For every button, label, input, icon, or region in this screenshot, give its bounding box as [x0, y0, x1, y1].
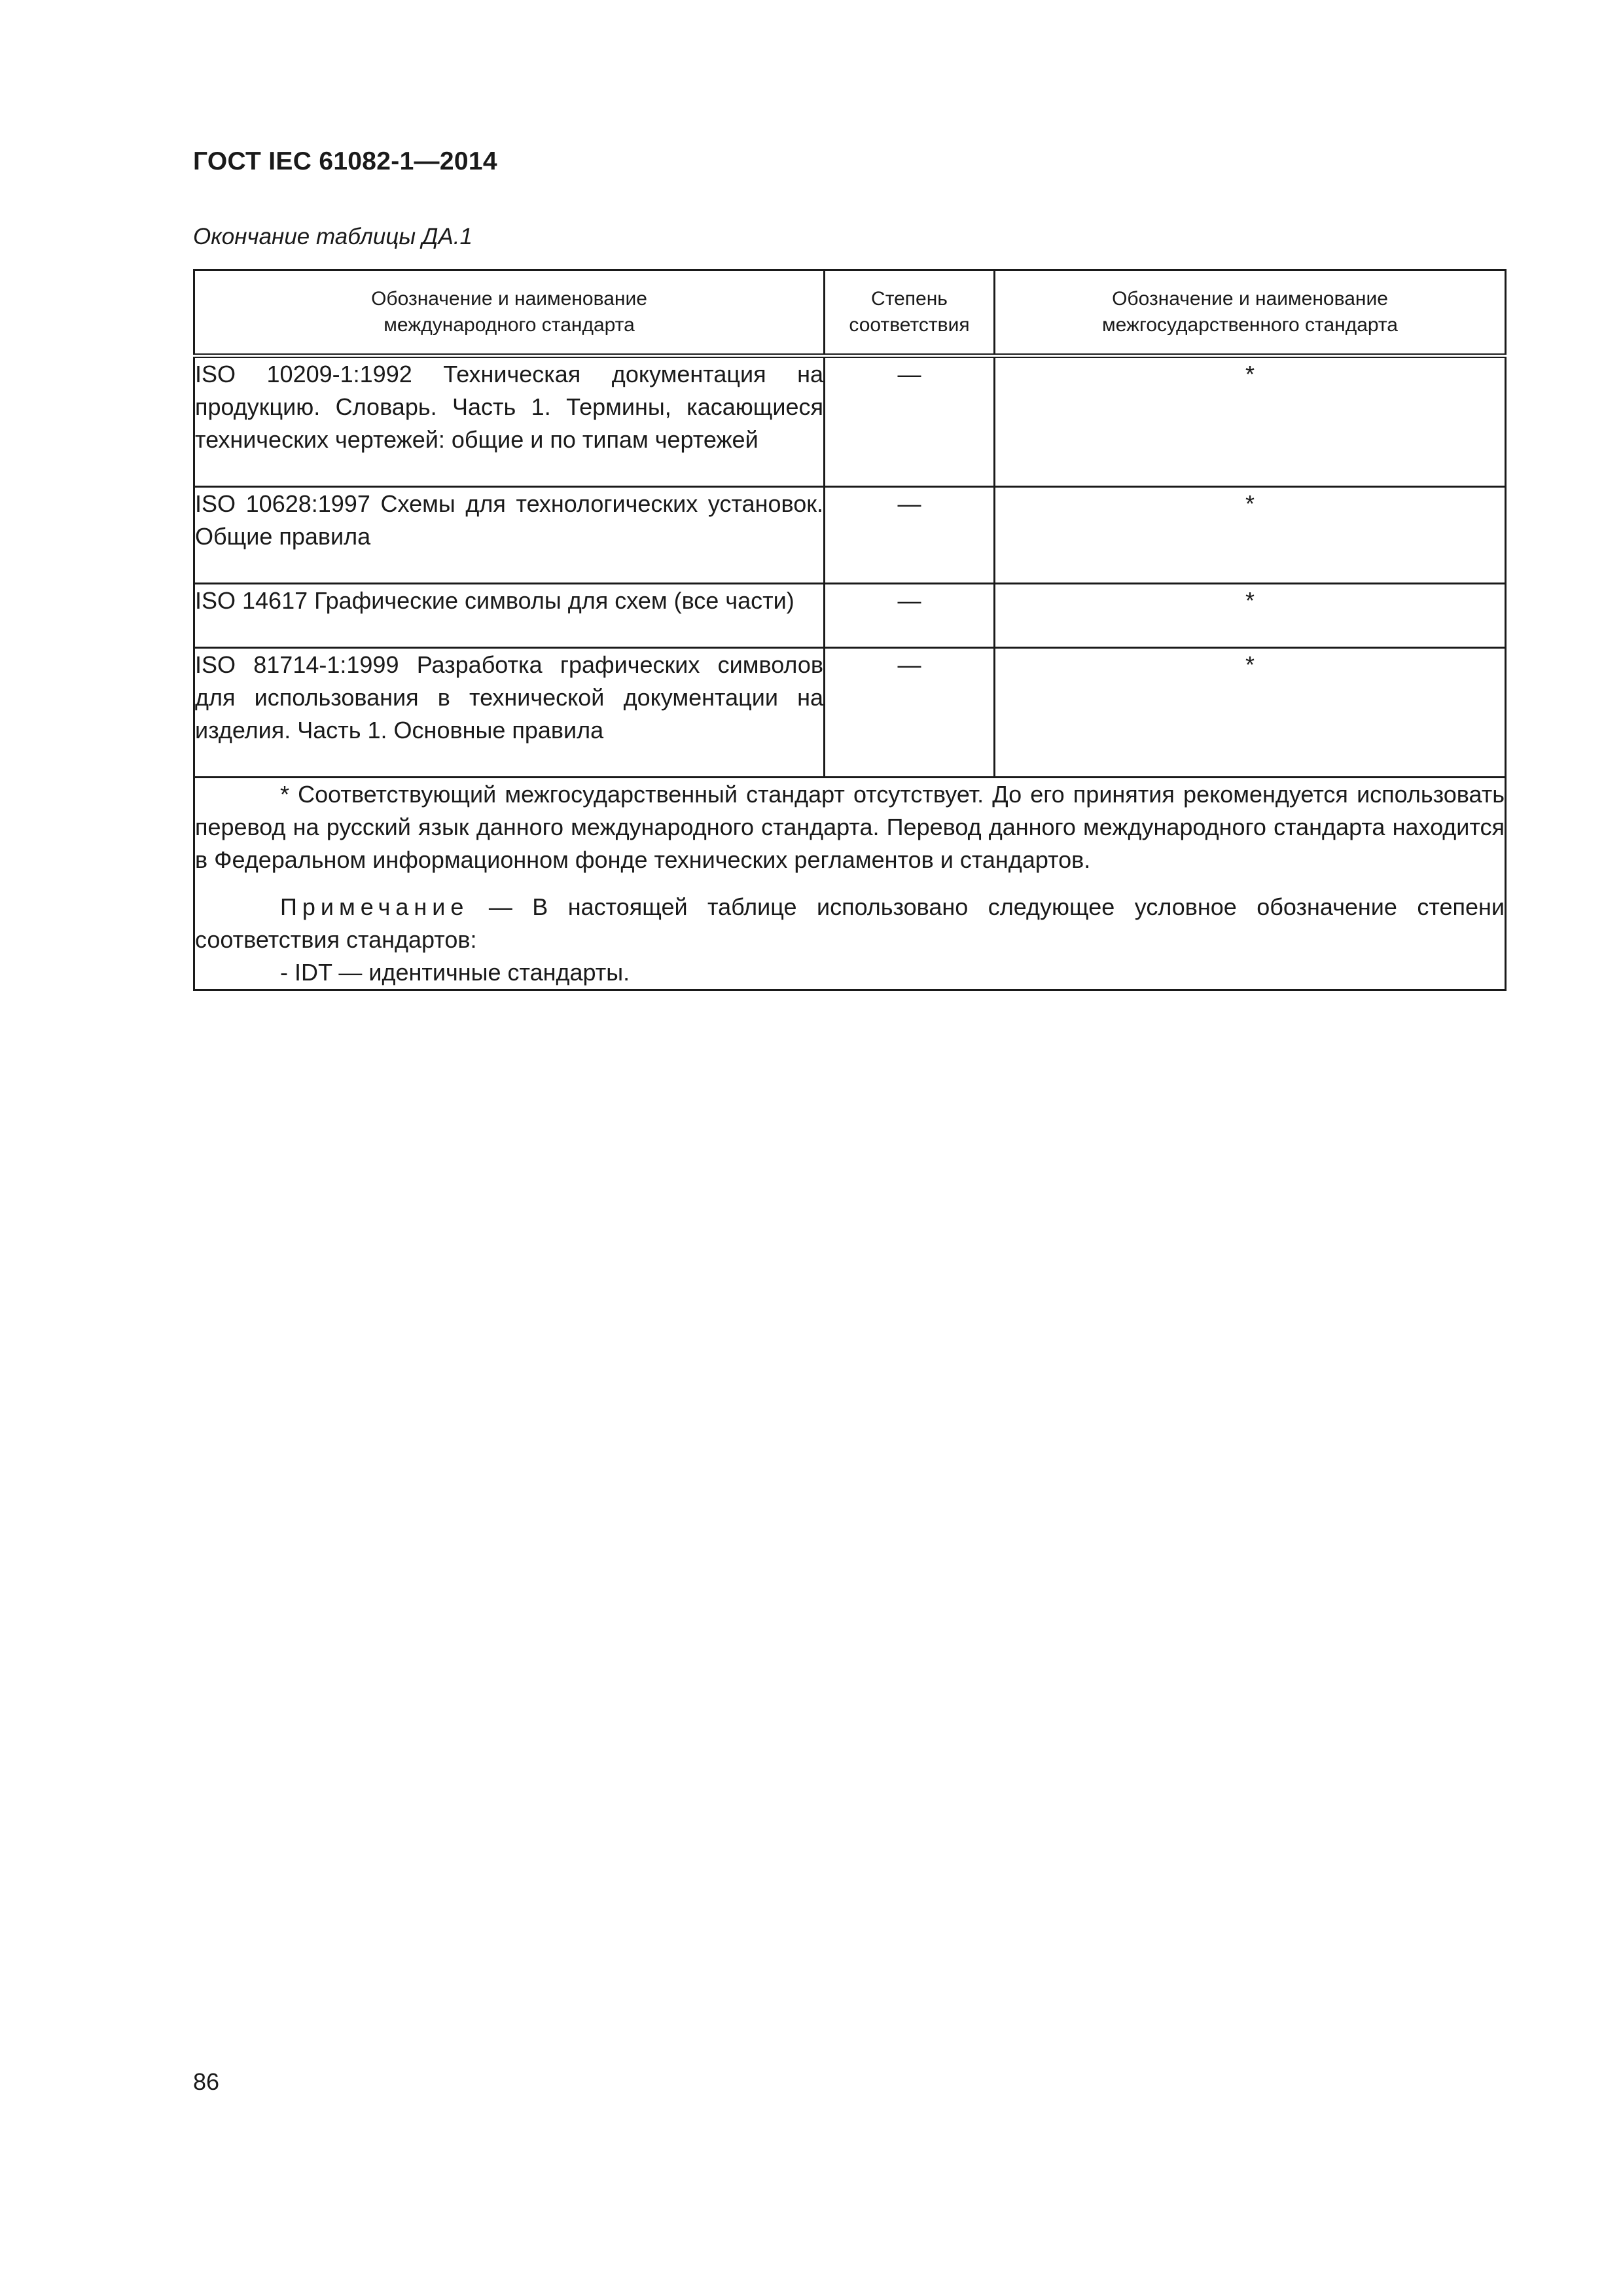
table-row [194, 356, 1506, 487]
standards-table [193, 269, 1507, 991]
degree-cell: — [825, 584, 995, 648]
table-header-row [194, 270, 1506, 356]
interstate-standard-cell: * [995, 648, 1506, 778]
column-header-degree: Степень соответствия [825, 270, 995, 356]
degree-cell: — [825, 356, 995, 487]
standard-name-cell: ISO 81714-1:1999 Разработка графических символов для использования в технической документации на изделия. Часть 1. Основные правила [194, 648, 825, 778]
standard-name-cell: ISO 10209-1:1992 Техническая документация на продукцию. Словарь. Часть 1. Термины, касающиеся технических чертежей: общие и по типам чертежей [194, 356, 825, 487]
column-header-interstate: Обозначение и наименование межгосударственного стандарта [995, 270, 1506, 356]
interstate-standard-cell: * [995, 356, 1506, 487]
note-list-item: - IDT — идентичные стандарты. [280, 959, 630, 986]
note-label: Примечание [280, 893, 469, 920]
table-row [194, 584, 1506, 648]
standard-name-cell: ISO 14617 Графические символы для схем (все части) [194, 584, 825, 648]
table-row [194, 648, 1506, 778]
column-header-international: Обозначение и наименование международного стандарта [194, 270, 825, 356]
degree-cell: — [825, 648, 995, 778]
table-notes-row [194, 778, 1506, 990]
table-notes-cell [194, 778, 1506, 990]
table-caption: Окончание таблицы ДА.1 [193, 224, 473, 249]
standard-name-cell: ISO 10628:1997 Схемы для технологических установок. Общие правила [194, 487, 825, 584]
interstate-standard-cell: * [995, 487, 1506, 584]
table-row [194, 487, 1506, 584]
degree-cell: — [825, 487, 995, 584]
footnote-text: * Соответствующий межгосударственный стандарт отсутствует. До его принятия рекомендуется использовать перевод на русский язык данного международного стандарта. Перевод данного международного стандарта находится в Федеральном информационном фонде технических регламентов и стандартов. [195, 781, 1505, 873]
note-paragraph [195, 891, 1505, 956]
document-header: ГОСТ IEC 61082-1—2014 [193, 147, 497, 175]
page-number: 86 [193, 2068, 220, 2095]
note-text: — В настоящей таблице использовано следующее условное обозначение степени соответствия стандартов: [195, 893, 1505, 953]
interstate-standard-cell: * [995, 584, 1506, 648]
